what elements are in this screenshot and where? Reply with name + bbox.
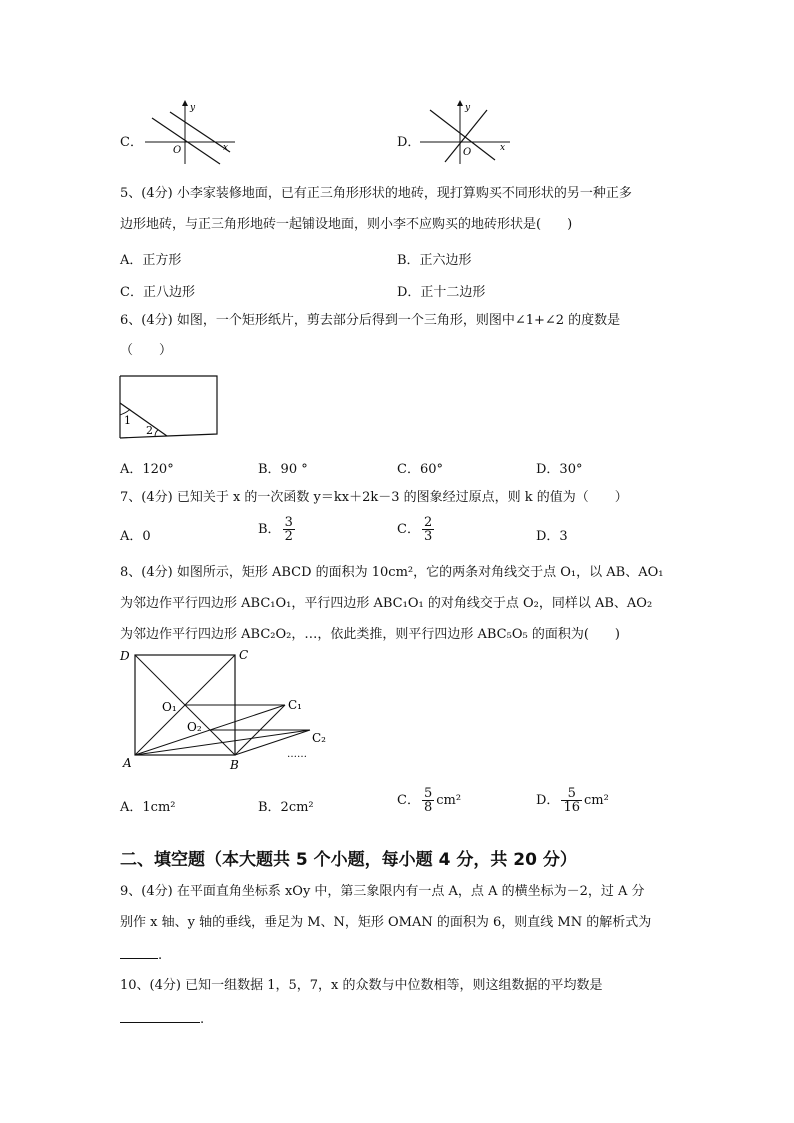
q6-line1: 6、(4分) 如图，一个矩形纸片，剪去部分后得到一个三角形，则图中∠1+∠2 的度数是 xyxy=(120,313,621,328)
q7-option-b-denominator: 2 xyxy=(284,529,293,544)
q7-option-d: D．3 xyxy=(536,529,568,544)
q8-option-c xyxy=(397,787,461,814)
q7-option-c-fraction xyxy=(422,516,434,543)
q5-line1: 5、(4分) 小李家装修地面，已有正三角形形状的地砖，现打算购买不同形状的另一种正多 xyxy=(120,186,632,201)
q8-option-b: B．2cm² xyxy=(258,800,314,815)
q8-label-c1: C₁ xyxy=(288,698,302,712)
q9-line2: 别作 x 轴、y 轴的垂线，垂足为 M、N，矩形 OMAN 的面积为 6，则直线 MN 的解析式为 xyxy=(120,915,652,930)
q5-option-b: B．正六边形 xyxy=(397,253,472,268)
q4-d-axis-x: x xyxy=(500,143,506,153)
q8-option-c-fraction xyxy=(422,787,434,814)
q7-option-c-numerator: 2 xyxy=(423,515,433,530)
q4-option-c-graph xyxy=(140,98,240,168)
q8-option-d-numerator: 5 xyxy=(567,786,576,801)
q6-angle-2-label: 2 xyxy=(146,424,153,437)
q8-option-c-unit: cm² xyxy=(436,793,462,808)
q8-option-d xyxy=(536,787,609,814)
q8-line2: 为邻边作平行四边形 ABC₁O₁，平行四边形 ABC₁O₁ 的对角线交于点 O₂，同样以 AB、AO₂ xyxy=(120,596,653,611)
q4-c-axis-x: x xyxy=(223,143,229,153)
q8-label-c2: C₂ xyxy=(312,731,326,745)
q6-angle-1-label: 1 xyxy=(124,414,131,427)
q9-answer-period: . xyxy=(158,948,163,963)
q9-answer-blank[interactable] xyxy=(120,946,158,959)
q7-option-c xyxy=(397,516,436,543)
q8-line1: 8、(4分) 如图所示，矩形 ABCD 的面积为 10cm²，它的两条对角线交于点 O₁，以 AB、AO₁ xyxy=(120,565,664,580)
q7-option-c-denominator: 3 xyxy=(423,529,433,544)
q10-line1: 10、(4分) 已知一组数据 1，5，7，x 的众数与中位数相等，则这组数据的平均数是 xyxy=(120,978,603,993)
q8-label-o1: O₁ xyxy=(162,700,177,714)
q7-option-a: A．0 xyxy=(120,529,151,544)
q8-option-c-label: C． xyxy=(397,793,420,808)
q8-label-c: C xyxy=(239,648,249,662)
q4-option-d-graph xyxy=(415,98,515,168)
q4-c-origin: O xyxy=(173,145,182,156)
q6-line2: （ ） xyxy=(120,343,173,358)
section-2-heading: 二、填空题（本大题共 5 个小题，每小题 4 分，共 20 分） xyxy=(120,850,577,870)
q4-option-c-label: C． xyxy=(120,135,143,150)
q7-option-c-label: C． xyxy=(397,522,420,537)
q4-option-d-label: D． xyxy=(397,135,421,150)
q6-option-c: C．60° xyxy=(397,462,443,477)
q8-option-c-denominator: 8 xyxy=(423,800,433,815)
q7-option-b-label: B． xyxy=(258,522,281,537)
q8-option-d-fraction xyxy=(561,787,582,814)
q4-d-origin: O xyxy=(463,147,472,158)
q8-label-a: A xyxy=(123,756,132,770)
q8-option-c-numerator: 5 xyxy=(423,786,433,801)
q6-option-d: D．30° xyxy=(536,462,583,477)
q8-option-a: A．1cm² xyxy=(120,800,176,815)
q8-line3: 为邻边作平行四边形 ABC₂O₂，…，依此类推，则平行四边形 ABC₅O₅ 的面积为( ) xyxy=(120,627,620,642)
q8-option-d-unit: cm² xyxy=(583,793,609,808)
q8-option-d-label: D． xyxy=(536,793,560,808)
q6-figure xyxy=(115,372,225,442)
q9-line1: 9、(4分) 在平面直角坐标系 xOy 中，第三象限内有一点 A，点 A 的横坐标为－2，过 A 分 xyxy=(120,884,645,899)
q7-option-b xyxy=(258,516,297,543)
q5-option-c: C．正八边形 xyxy=(120,285,195,300)
q10-answer-line xyxy=(120,1010,204,1028)
q8-label-b: B xyxy=(230,758,239,772)
q6-option-a: A．120° xyxy=(120,462,174,477)
q8-label-d: D xyxy=(120,649,130,663)
q8-continuation-dots: …… xyxy=(287,749,307,760)
q8-label-o2: O₂ xyxy=(187,720,202,734)
q7-option-b-fraction xyxy=(283,516,295,543)
q4-d-axis-y: y xyxy=(465,103,471,113)
q5-line2: 边形地砖，与正三角形地砖一起铺设地面，则小李不应购买的地砖形状是( ) xyxy=(120,217,573,232)
q4-c-axis-y: y xyxy=(190,103,196,113)
q6-option-b: B．90 ° xyxy=(258,462,308,477)
q8-figure xyxy=(115,645,335,775)
q7-text: 7、(4分) 已知关于 x 的一次函数 y＝kx＋2k－3 的图象经过原点，则 k 的值为（ ） xyxy=(120,490,628,505)
q5-option-a: A．正方形 xyxy=(120,253,182,268)
q9-answer-line xyxy=(120,946,162,964)
q10-answer-blank[interactable] xyxy=(120,1010,200,1023)
q8-option-d-denominator: 16 xyxy=(563,800,580,815)
q7-option-b-numerator: 3 xyxy=(284,515,293,530)
q5-option-d: D．正十二边形 xyxy=(397,285,486,300)
q10-answer-period: . xyxy=(200,1012,205,1027)
